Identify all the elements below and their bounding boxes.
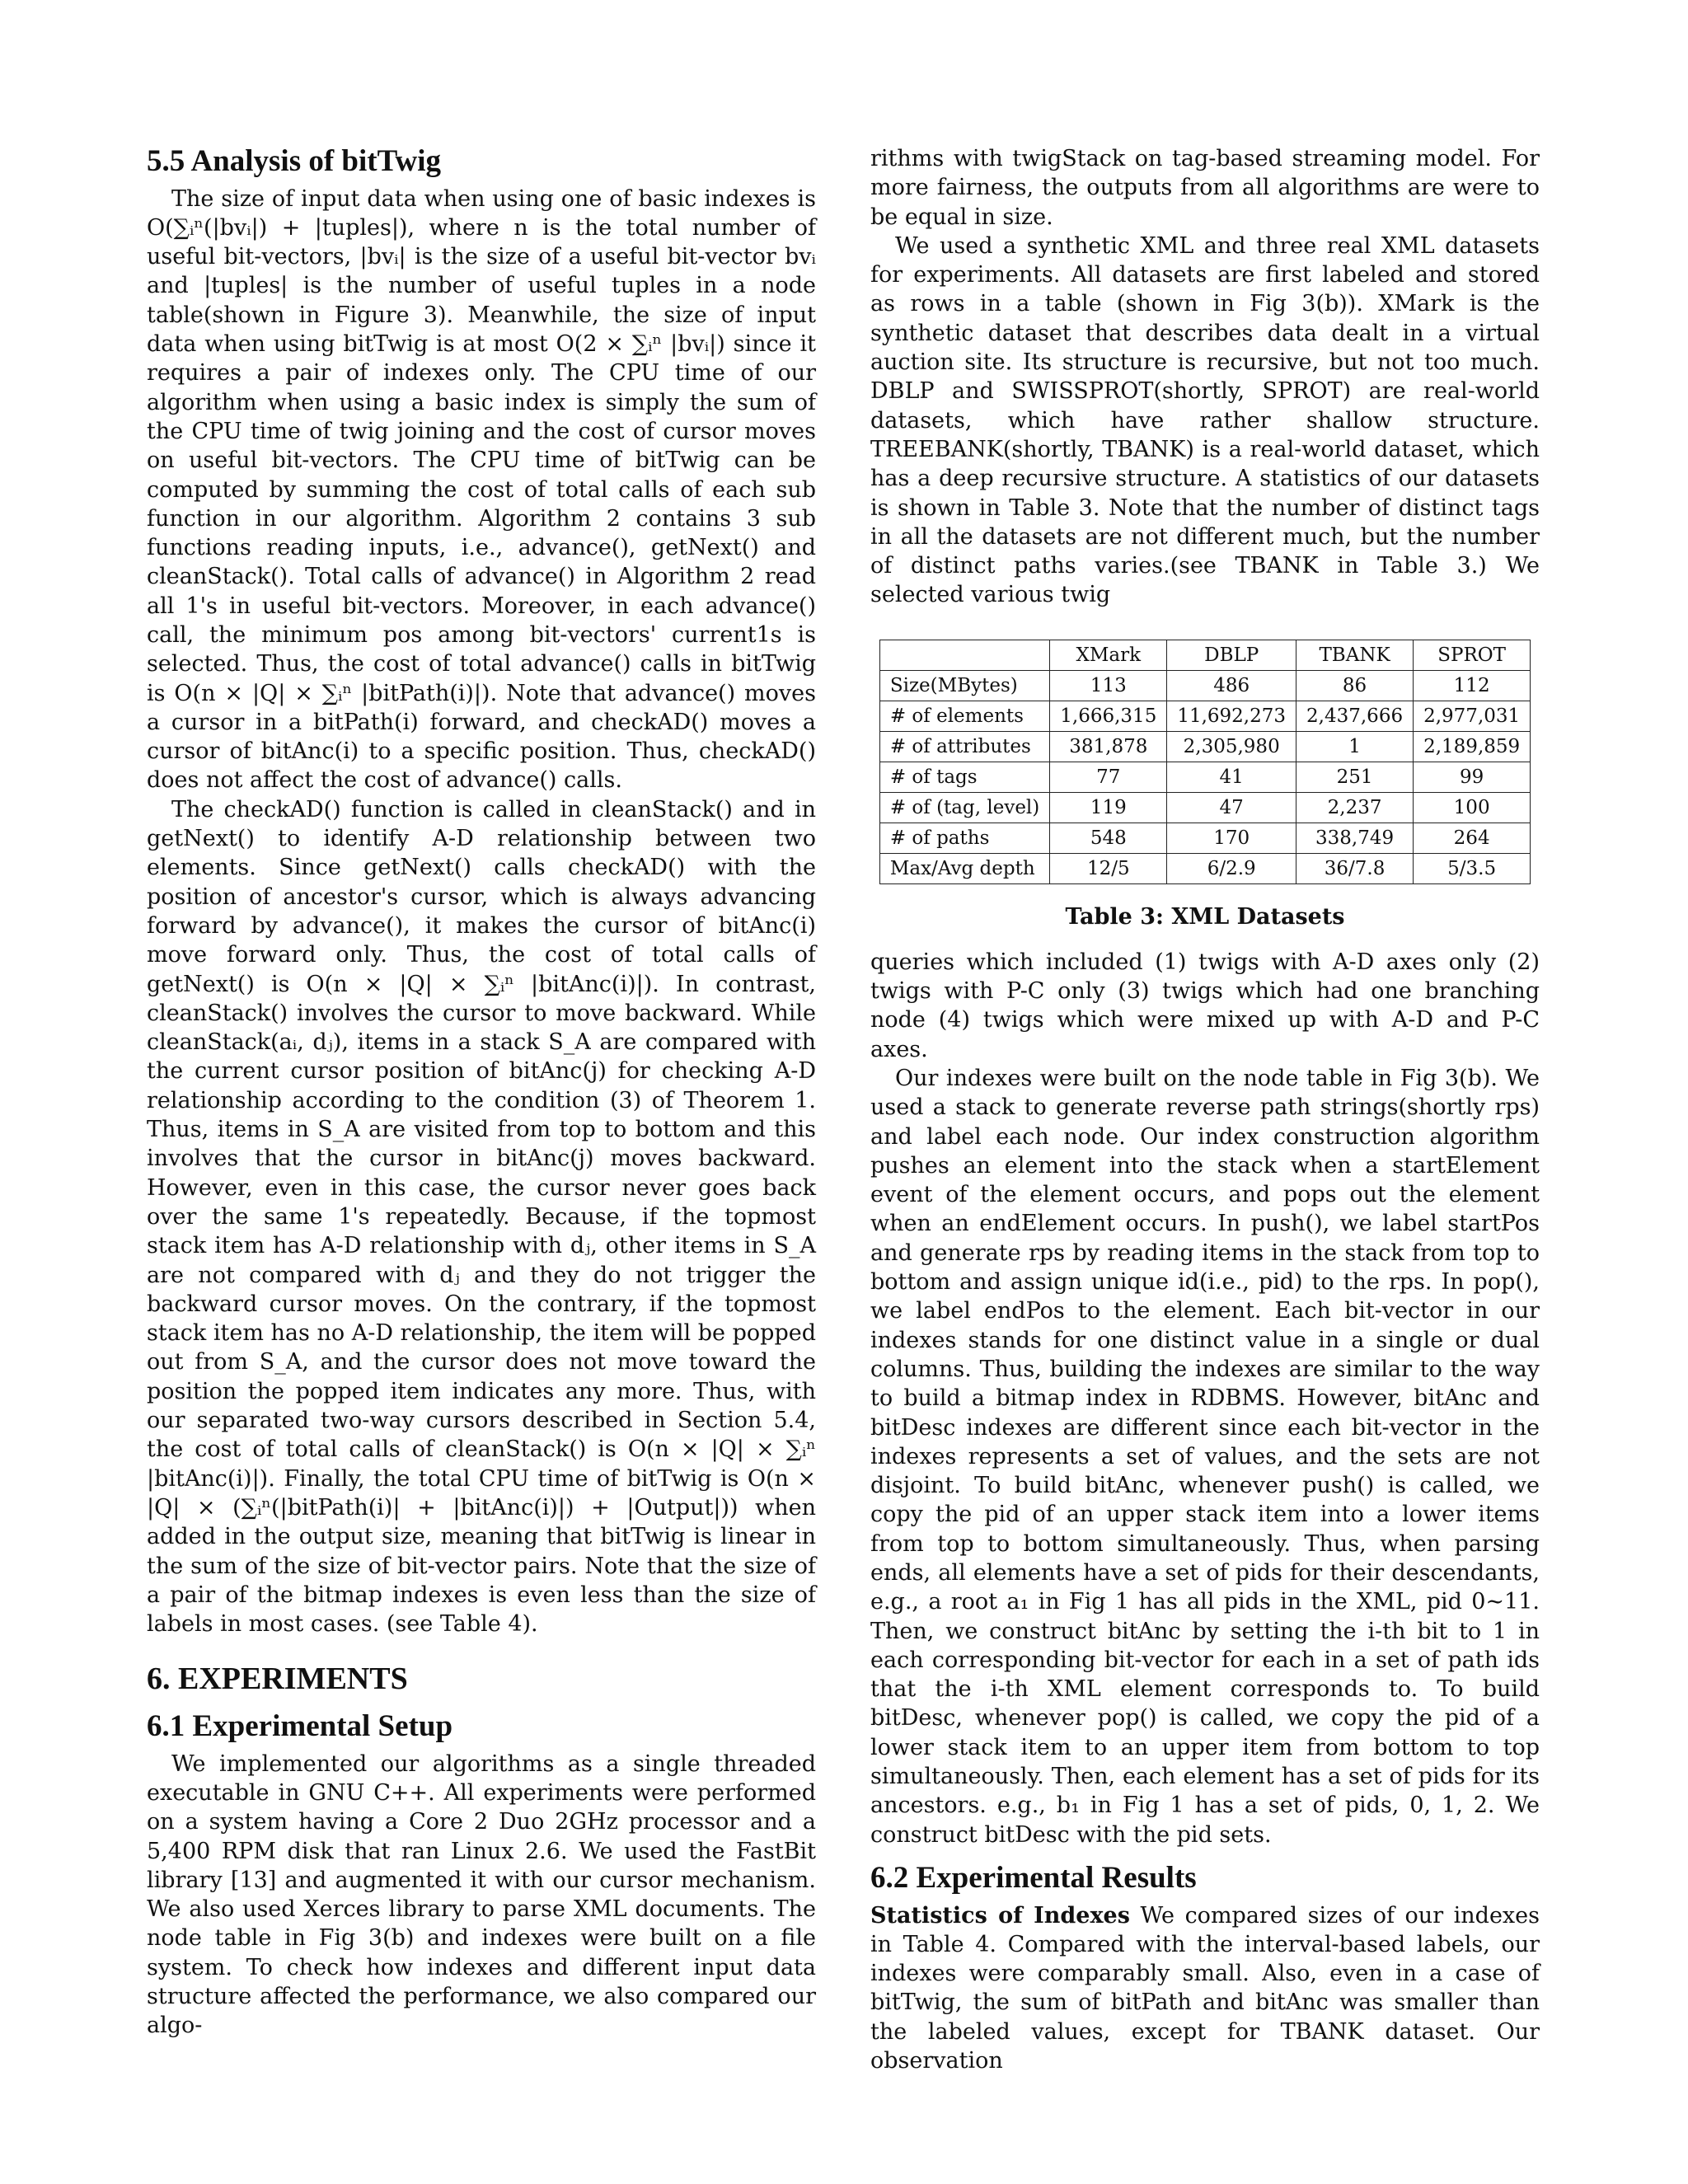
table-cell: 2,437,666 <box>1296 701 1414 731</box>
table-cell: 6/2.9 <box>1167 853 1296 883</box>
table-cell: 2,977,031 <box>1414 701 1531 731</box>
table-row <box>879 731 1530 762</box>
table-3-caption: Table 3: XML Datasets <box>1065 903 1345 930</box>
table-cell: 2,305,980 <box>1167 731 1296 762</box>
table-header-cell: SPROT <box>1414 640 1531 670</box>
table-cell: 112 <box>1414 670 1531 701</box>
table-cell: 100 <box>1414 792 1531 823</box>
paragraph-statistics-text: We compared sizes of our indexes in Table 4. Compared with the interval-based labels, our indexes were comparably small. Also, even in a case of bitTwig, the sum of bitPath and bitAnc was smaller than the labeled values, except for TBANK dataset. Our observation <box>870 1902 1540 2074</box>
heading-6-2: 6.2 Experimental Results <box>870 1860 1197 1895</box>
table-cell: # of elements <box>879 701 1049 731</box>
table-cell: 170 <box>1167 823 1296 853</box>
table-row <box>879 701 1530 731</box>
paragraph-continued: rithms with twigStack on tag-based streaming model. For more fairness, the outputs from all algorithms are were to be equal in size. <box>870 146 1540 230</box>
table-cell: 2,237 <box>1296 792 1414 823</box>
table-header-cell <box>879 640 1049 670</box>
paragraph-datasets: We used a synthetic XML and three real XML datasets for experiments. All datasets are first labeled and stored as rows in a table (shown in Fig 3(b)). XMark is the synthetic dataset that describes data dealt in a virtual auction site. Its structure is recursive, but not too much. DBLP and SWISSPROT(shortly, SPROT) are real-world datasets, which have rather shallow structure. TREEBANK(shortly, TBANK) is a real-world dataset, which has a deep recursive structure. A statistics of our datasets is shown in Table 3. Note that the number of distinct tags in all the datasets are not different much, but the number of distinct paths varies.(see TBANK in Table 3.) We selected various twig <box>870 232 1540 608</box>
table-cell: # of tags <box>879 762 1049 792</box>
table-cell: 381,878 <box>1050 731 1167 762</box>
paragraph-queries: queries which included (1) twigs with A-D axes only (2) twigs with P-C only (3) twigs which had one branching node (4) twigs which were mixed up with A-D and P-C axes. <box>870 949 1540 1062</box>
table-row <box>879 853 1530 883</box>
table-cell: 5/3.5 <box>1414 853 1531 883</box>
table-cell: # of (tag, level) <box>879 792 1049 823</box>
table-row <box>879 823 1530 853</box>
table-row <box>879 762 1530 792</box>
run-in-heading: Statistics of Indexes <box>870 1902 1130 1929</box>
table-cell: 113 <box>1050 670 1167 701</box>
table-cell: 77 <box>1050 762 1167 792</box>
table-cell: 1 <box>1296 731 1414 762</box>
table-cell: 11,692,273 <box>1167 701 1296 731</box>
table-cell: 86 <box>1296 670 1414 701</box>
table-cell: 548 <box>1050 823 1167 853</box>
table-cell: Size(MBytes) <box>879 670 1049 701</box>
table-header-row <box>879 640 1530 670</box>
table-cell: 119 <box>1050 792 1167 823</box>
table-cell: 338,749 <box>1296 823 1414 853</box>
left-column <box>147 144 816 2041</box>
heading-6: 6. EXPERIMENTS <box>147 1661 408 1697</box>
paragraph-statistics <box>870 1901 1540 2076</box>
table-cell: 251 <box>1296 762 1414 792</box>
table-cell: Max/Avg depth <box>879 853 1049 883</box>
paragraph-index-construction: Our indexes were built on the node table in Fig 3(b). We used a stack to generate reverse path strings(shortly rps) and label each node. Our index construction algorithm pushes an element into the stack when a startElement event of the element occurs, and pops out the element when an endElement occurs. In push(), we label startPos and generate rps by reading items in the stack from top to bottom and assign unique id(i.e., pid) to the rps. In pop(), we label endPos to the element. Each bit-vector in our indexes stands for one distinct value in a single or dual columns. Thus, building the indexes are similar to the way to build a bitmap index in RDBMS. However, bitAnc and bitDesc indexes are different since each bit-vector in the indexes represents a set of values, and the sets are not disjoint. To build bitAnc, whenever push() is called, we copy the pid of an upper stack item into a lower items from top to bottom simultaneously. Thus, when parsing ends, all elements have a set of pids for their descendants, e.g., a root a₁ in Fig 1 has all pids in the XML, pid 0∼11. Then, we construct bitAnc by setting the i-th bit to 1 in each corresponding bit-vector for each in a set of path ids that the i-th XML element corresponds to. To build bitDesc, whenever pop() is called, we copy the pid of a lower stack item to an upper item from bottom to top simultaneously. Then, each element has a set of pids for its ancestors. e.g., b₁ in Fig 1 has a set of pids, 0, 1, 2. We construct bitDesc with the pid sets. <box>870 1065 1540 1848</box>
paragraph-setup: We implemented our algorithms as a single threaded executable in GNU C++. All experiments were performed on a system having a Core 2 Duo 2GHz processor and a 5,400 RPM disk that ran Linux 2.6. We used the FastBit library [13] and augmented it with our cursor mechanism. We also used Xerces library to parse XML documents. The node table in Fig 3(b) and indexes were built on a file system. To check how indexes and different input data structure affected the performance, we also compared our algo- <box>147 1750 816 2039</box>
table-cell: 41 <box>1167 762 1296 792</box>
paragraph-analysis-1: The size of input data when using one of basic indexes is O(∑ᵢⁿ(|bvᵢ|) + |tuples|), where n is the total number of useful bit-vectors, |bvᵢ| is the size of a useful bit-vector bvᵢ and |tuples| is the number of useful tuples in a node table(shown in Figure 3). Meanwhile, the size of input data when using bitTwig is at most O(2 × ∑ᵢⁿ |bvᵢ|) since it requires a pair of indexes only. The CPU time of our algorithm when using a basic index is simply the sum of the CPU time of twig joining and the cost of cursor moves on useful bit-vectors. The CPU time of bitTwig can be computed by summing the cost of total calls of each sub function in our algorithm. Algorithm 2 contains 3 sub functions reading inputs, i.e., advance(), getNext() and cleanStack(). Total calls of advance() in Algorithm 2 read all 1's in useful bit-vectors. Moreover, in each advance() call, the minimum pos among bit-vectors' current1s is selected. Thus, the cost of total advance() calls in bitTwig is O(n × |Q| × ∑ᵢⁿ |bitPath(i)|). Note that advance() moves a cursor in a bitPath(i) forward, and checkAD() moves a cursor of bitAnc(i) to a specific position. Thus, checkAD() does not affect the cost of advance() calls. <box>147 185 816 794</box>
table-row <box>879 792 1530 823</box>
right-column <box>870 144 1540 2075</box>
table-header-cell: TBANK <box>1296 640 1414 670</box>
table-cell: 12/5 <box>1050 853 1167 883</box>
table-3 <box>879 640 1531 884</box>
table-header-cell: XMark <box>1050 640 1167 670</box>
heading-5-5: 5.5 Analysis of bitTwig <box>147 144 442 178</box>
table-cell: 2,189,859 <box>1414 731 1531 762</box>
table-cell: 47 <box>1167 792 1296 823</box>
table-cell: # of attributes <box>879 731 1049 762</box>
table-cell: 1,666,315 <box>1050 701 1167 731</box>
table-cell: 486 <box>1167 670 1296 701</box>
table-header-cell: DBLP <box>1167 640 1296 670</box>
table-cell: # of paths <box>879 823 1049 853</box>
heading-6-1: 6.1 Experimental Setup <box>147 1709 453 1744</box>
table-cell: 99 <box>1414 762 1531 792</box>
table-cell: 264 <box>1414 823 1531 853</box>
table-cell: 36/7.8 <box>1296 853 1414 883</box>
table-row <box>879 670 1530 701</box>
paragraph-analysis-2: The checkAD() function is called in cleanStack() and in getNext() to identify A-D relationship between two elements. Since getNext() calls checkAD() with the position of ancestor's cursor, which is always advancing forward by advance(), it makes the cursor of bitAnc(i) move forward only. Thus, the cost of total calls of getNext() is O(n × |Q| × ∑ᵢⁿ |bitAnc(i)|). In contrast, cleanStack() involves the cursor to move backward. While cleanStack(aᵢ, dⱼ), items in a stack S_A are compared with the current cursor position of bitAnc(j) for checking A-D relationship according to the condition (3) of Theorem 1. Thus, items in S_A are visited from top to bottom and this involves that the cursor in bitAnc(j) moves backward. However, even in this case, the cursor never goes back over the same 1's repeatedly. Because, if the topmost stack item has A-D relationship with dⱼ, other items in S_A are not compared with dⱼ and they do not trigger the backward cursor moves. On the contrary, if the topmost stack item has no A-D relationship, the item will be popped out from S_A, and the cursor does not move toward the position the popped item indicates any more. Thus, with our separated two-way cursors described in Section 5.4, the cost of total calls of cleanStack() is O(n × |Q| × ∑ᵢⁿ |bitAnc(i)|). Finally, the total CPU time of bitTwig is O(n × |Q| × (∑ᵢⁿ(|bitPath(i)| + |bitAnc(i)|) + |Output|)) when added in the output size, meaning that bitTwig is linear in the sum of the size of bit-vector pairs. Note that the size of a pair of the bitmap indexes is even less than the size of labels in most cases. (see Table 4). <box>147 796 816 1638</box>
